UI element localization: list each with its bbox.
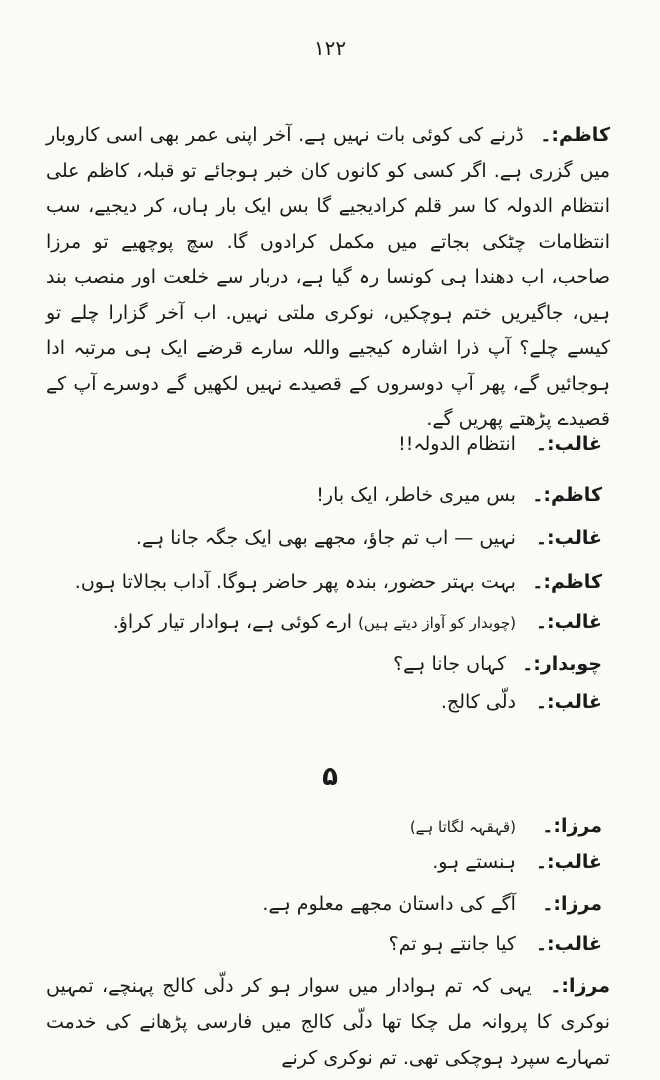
speech-text: یہی کہ تم ہوادار میں سوار ہو کر دلّی کالج پہنچے، تمہیں نوکری کا پروانہ مل چکا تھا دلّی کالج میں فارسی پڑھانے کی خدمت تمہارے سپرد ہوچکی تھی. تم نوکری کرنے [46,975,610,1069]
speaker-name: غالب:۔ [535,433,602,455]
speaker-name: مرزا:۔ [550,975,610,997]
speaker-name: کاظم:۔ [540,124,610,146]
speech-text: ڈرنے کی کوئی بات نہیں ہے. آخر اپنی عمر بھی اسی کاروبار میں گزری ہے. اگر کسی کو کانوں کان خبر ہوجائے تو قبلہ، کاظم علی انتظام الدولہ کا سر قلم کرادیجیے گا بس ایک بار ہاں، کر دیجیے، سب انتظامات چٹکی بجاتے میں مکمل کرادوں گا. سچ پوچھیے تو مرزا صاحب، اب دھندا ہی کونسا رہ گیا ہے، دربار سے خلعت اور منصب بند ہیں، جاگیریں ختم ہوچکیں، نوکری ملتی نہیں. اب آخر گزارا چلے تو کیسے چلے؟ آپ ذرا اشارہ کیجیے واللہ سارے قرضے ایک ہی مرتبہ ادا ہوجائیں گے، پھر آپ دوسروں کے قصیدے نہیں لکھیں گے دوسرے آپ کے قصیدے پڑھتے پھریں گے. [46,124,610,430]
dialogue-line [60,608,602,637]
speaker-name: غالب:۔ [535,933,602,955]
dialogue-line [60,524,602,552]
speech-text: کیا جانتے ہو تم؟ [388,933,516,955]
speaker-name: کاظم:۔ [532,484,602,506]
speaker-name: غالب:۔ [535,691,602,713]
speaker-name: مرزا:۔ [542,815,602,837]
page-number: ۱۲۲ [313,36,347,60]
speaker-name: مرزا:۔ [542,893,602,915]
dialogue-line [60,688,602,716]
speech-text: کہاں جانا ہے؟ [393,653,507,675]
opening-paragraph [46,118,610,438]
dialogue-line [60,650,602,678]
speech-text: بس میری خاطر، ایک بار! [316,484,516,506]
speech-text: ہنستے ہو. [432,851,516,873]
speaker-name: غالب:۔ [535,851,602,873]
dialogue-line [60,930,602,958]
dialogue-line [60,481,602,509]
closing-paragraph [46,968,610,1076]
speech-text: نہیں — اب تم جاؤ، مجھے بھی ایک جگہ جانا ہے. [135,527,516,549]
speaker-name: چوبدار:۔ [522,653,602,675]
dialogue-line [60,890,602,918]
dialogue-line [60,568,602,596]
dialogue-line [60,430,602,458]
speech-text: آگے کی داستان مجھے معلوم ہے. [262,893,516,915]
speech-text: دلّی کالج. [440,691,516,713]
dialogue-line [60,848,602,876]
speaker-name: کاظم:۔ [532,571,602,593]
speaker-name: غالب:۔ [535,527,602,549]
stage-direction: (چوبدار کو آواز دیتے ہیں) [358,614,516,632]
stage-direction: (قہقہہ لگاتا ہے) [409,818,516,836]
scene-number: ۵ [322,762,338,792]
speech-text: بہت بہتر حضور، بندہ پھر حاضر ہوگا. آداب بجالاتا ہوں. [74,571,516,593]
speech-text: ارے کوئی ہے، ہوادار تیار کراؤ. [112,611,353,633]
speech-text: انتظام الدولہ!! [398,433,516,455]
dialogue-line [60,812,602,841]
speaker-name: غالب:۔ [535,611,602,633]
